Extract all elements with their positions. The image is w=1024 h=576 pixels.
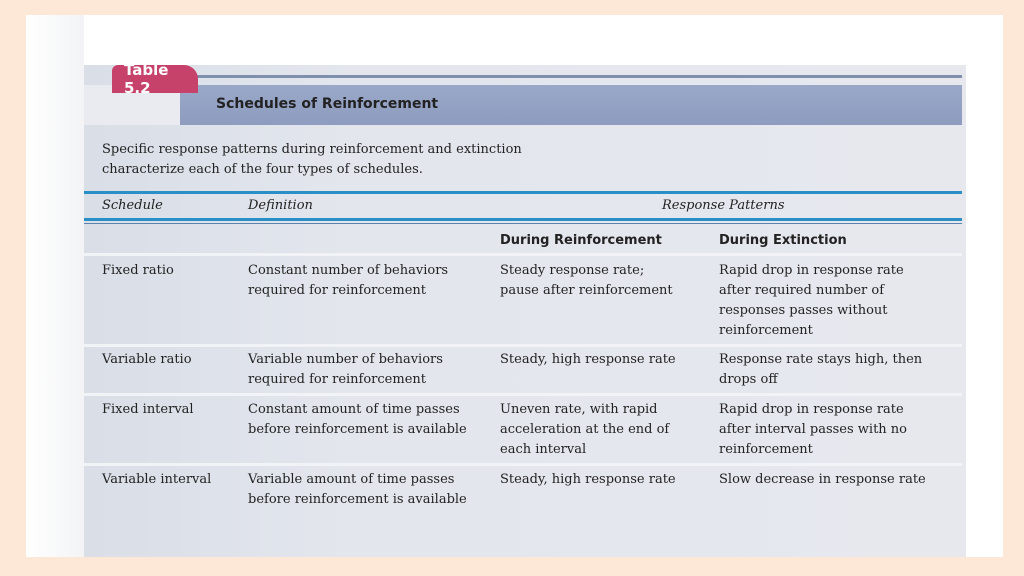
cell-during-reinforcement: Steady, high response rate xyxy=(500,352,676,367)
cell-during-extinction: Response rate stays high, then drops off xyxy=(719,352,923,387)
table-number-tab: Table 5.2 xyxy=(112,65,198,93)
cell-definition: Variable amount of time passes before reinforcement is available xyxy=(248,472,467,507)
cell-during-reinforcement: Steady, high response rate xyxy=(500,472,676,487)
cell-schedule: Variable ratio xyxy=(102,352,192,367)
cell-during-reinforcement: Steady response rate; pause after reinforcement xyxy=(500,263,673,298)
header-rule-top xyxy=(84,191,962,194)
header-rule-thin xyxy=(84,223,962,224)
page-gutter xyxy=(26,15,84,557)
subheader-during-reinforcement: During Reinforcement xyxy=(500,233,662,248)
header-rule-bottom xyxy=(84,218,962,221)
cell-during-extinction: Slow decrease in response rate xyxy=(719,472,926,487)
top-rule xyxy=(146,75,962,78)
cell-during-extinction: Rapid drop in response rate after required number of responses passes without reinforcement xyxy=(719,263,904,338)
cell-during-extinction: Rapid drop in response rate after interval passes with no reinforcement xyxy=(719,402,907,457)
cell-schedule: Fixed ratio xyxy=(102,263,174,278)
subheader-during-extinction: During Extinction xyxy=(719,233,847,248)
row-separator xyxy=(84,253,962,256)
row-separator xyxy=(84,393,962,396)
table-caption: Specific response patterns during reinforcement and extinction characterize each of the four types of schedules. xyxy=(102,142,522,177)
row-separator xyxy=(84,463,962,466)
cell-during-reinforcement: Uneven rate, with rapid acceleration at the end of each interval xyxy=(500,402,670,457)
cell-definition: Constant amount of time passes before reinforcement is available xyxy=(248,402,467,437)
table-title: Schedules of Reinforcement xyxy=(216,96,439,112)
header-schedule: Schedule xyxy=(102,198,163,213)
cell-schedule: Variable interval xyxy=(102,472,212,487)
cell-definition: Variable number of behaviors required for reinforcement xyxy=(248,352,443,387)
cell-definition: Constant number of behaviors required for reinforcement xyxy=(248,263,449,298)
slide xyxy=(26,15,1003,557)
header-response-patterns: Response Patterns xyxy=(662,198,785,213)
row-separator xyxy=(84,344,962,347)
cell-schedule: Fixed interval xyxy=(102,402,194,417)
header-definition: Definition xyxy=(248,198,313,213)
